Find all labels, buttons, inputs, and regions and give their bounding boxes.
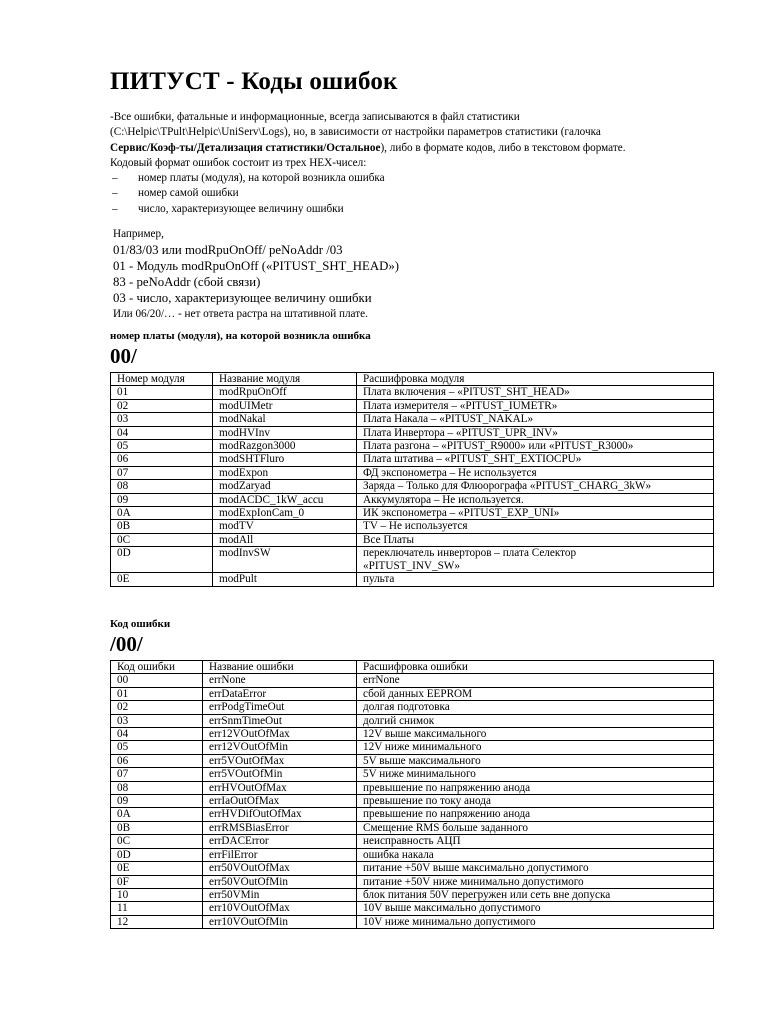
table-cell: превышение по напряжению анода (357, 808, 714, 821)
table-row (111, 915, 714, 928)
example-line: Или 06/20/… - нет ответа растра на штативной плате. (113, 308, 368, 320)
table-cell: 0E (111, 573, 213, 586)
example-line: 01/83/03 или modRpuOnOff/ peNoAddr /03 (113, 243, 343, 257)
table-cell: modUIMetr (213, 399, 357, 412)
table-row (111, 768, 714, 781)
table-cell: err12VOutOfMax (203, 728, 357, 741)
table-cell: errHVDifOutOfMax (203, 808, 357, 821)
list-item: – номер самой ошибки (110, 186, 720, 201)
table-cell: 00 (111, 674, 203, 687)
table-cell: errHVOutOfMax (203, 781, 357, 794)
table-cell: 10 (111, 888, 203, 901)
table-row (111, 862, 714, 875)
column-header: Название модуля (213, 373, 357, 386)
table-row (111, 493, 714, 506)
table-row (111, 426, 714, 439)
table-row (111, 687, 714, 700)
table-cell: 0D (111, 848, 203, 861)
table-row (111, 573, 714, 586)
table-cell: Плата Инвертора – «PITUST_UPR_INV» (357, 426, 714, 439)
table-cell: modPult (213, 573, 357, 586)
list-item: – номер платы (модуля), на которой возникла ошибка (110, 171, 720, 186)
table-row (111, 902, 714, 915)
table-cell: err5VOutOfMin (203, 768, 357, 781)
table-row (111, 520, 714, 533)
list-item: – число, характеризующее величину ошибки (110, 202, 720, 217)
table-cell: 0E (111, 862, 203, 875)
format-list (110, 171, 720, 217)
table-cell: 07 (111, 466, 213, 479)
table-row (111, 440, 714, 453)
example-line: 03 - число, характеризующее величину ошибки (113, 291, 372, 305)
table-cell: modSHTFluro (213, 453, 357, 466)
table-cell: 12 (111, 915, 203, 928)
table-cell: errDACError (203, 835, 357, 848)
table-cell: errNone (357, 674, 714, 687)
table-cell: TV – Не используется (357, 520, 714, 533)
table-cell: 01 (111, 687, 203, 700)
table-cell: 03 (111, 413, 213, 426)
table-cell: Заряда – Только для Флюорографа «PITUST_CHARG_3kW» (357, 480, 714, 493)
table-cell: Плата разгона – «PITUST_R9000» или «PITUST_R3000» (357, 440, 714, 453)
table-cell: 12V выше максимального (357, 728, 714, 741)
table-cell: err10VOutOfMin (203, 915, 357, 928)
table-row (111, 413, 714, 426)
table-cell: 02 (111, 701, 203, 714)
column-header: Название ошибки (203, 661, 357, 674)
table-cell: 02 (111, 399, 213, 412)
table-cell: переключатель инверторов – плата Селектор «PITUST_INV_SW» (357, 547, 714, 573)
table-row (111, 821, 714, 834)
table-cell: 06 (111, 453, 213, 466)
table-cell: err50VOutOfMin (203, 875, 357, 888)
table-cell: 09 (111, 795, 203, 808)
table-cell: errIaOutOfMax (203, 795, 357, 808)
table-cell: err50VMin (203, 888, 357, 901)
table-cell: modTV (213, 520, 357, 533)
table-row (111, 466, 714, 479)
table-cell: Смещение RMS больше заданного (357, 821, 714, 834)
table-cell: Все Платы (357, 533, 714, 546)
table-cell: ФД экспонометра – Не используется (357, 466, 714, 479)
table-cell: 10V ниже минимально допустимого (357, 915, 714, 928)
table-cell: 04 (111, 426, 213, 439)
table-row (111, 453, 714, 466)
table-cell: 07 (111, 768, 203, 781)
table-cell: errNone (203, 674, 357, 687)
example-heading: Например, (113, 228, 164, 240)
table-cell: Плата включения – «PITUST_SHT_HEAD» (357, 386, 714, 399)
column-header: Номер модуля (111, 373, 213, 386)
table-cell: 0B (111, 520, 213, 533)
table-cell: 0A (111, 507, 213, 520)
table-cell: errPodgTimeOut (203, 701, 357, 714)
errors-section-label: Код ошибки (110, 618, 171, 630)
table-cell: errSnmTimeOut (203, 714, 357, 727)
column-header: Расшифровка модуля (357, 373, 714, 386)
table-header-row (111, 661, 714, 674)
table-cell: сбой данных EEPROM (357, 687, 714, 700)
table-cell: 10V выше максимально допустимого (357, 902, 714, 915)
table-row (111, 674, 714, 687)
table-cell: 0F (111, 875, 203, 888)
table-cell: 05 (111, 741, 203, 754)
page-title: ПИТУСТ - Коды ошибок (110, 68, 398, 95)
table-cell: 09 (111, 493, 213, 506)
table-row (111, 507, 714, 520)
table-cell: питание +50V ниже минимально допустимого (357, 875, 714, 888)
table-cell: блок питания 50V перегружен или сеть вне допуска (357, 888, 714, 901)
example-line: 83 - peNoAddr (сбой связи) (113, 275, 261, 289)
table-cell: modRazgon3000 (213, 440, 357, 453)
table-cell: долгая подготовка (357, 701, 714, 714)
intro-line: (C:\Helpic\TPult\Helpic\UniServ\Logs), но, в зависимости от настройки параметров статистики (галочка (110, 126, 601, 139)
example-line: 01 - Модуль modRpuOnOff («PITUST_SHT_HEAD») (113, 259, 399, 273)
table-cell: 08 (111, 781, 203, 794)
table-cell: modExpIonCam_0 (213, 507, 357, 520)
table-cell: ИК экспонометра – «PITUST_EXP_UNI» (357, 507, 714, 520)
table-cell: 5V выше максимального (357, 754, 714, 767)
table-cell: 0A (111, 808, 203, 821)
table-cell: питание +50V выше максимально допустимого (357, 862, 714, 875)
table-row (111, 848, 714, 861)
table-row (111, 386, 714, 399)
errors-table (110, 660, 714, 929)
table-cell: 11 (111, 902, 203, 915)
table-cell: errRMSBiasError (203, 821, 357, 834)
table-cell: Плата Накала – «PITUST_NAKAL» (357, 413, 714, 426)
table-cell: err5VOutOfMax (203, 754, 357, 767)
table-cell: modACDC_1kW_accu (213, 493, 357, 506)
table-cell: err50VOutOfMax (203, 862, 357, 875)
table-row (111, 547, 714, 573)
table-cell: modAll (213, 533, 357, 546)
table-cell: 0C (111, 835, 203, 848)
intro-block (110, 110, 720, 217)
column-header: Код ошибки (111, 661, 203, 674)
table-cell: 0C (111, 533, 213, 546)
table-cell: 0D (111, 547, 213, 573)
table-row (111, 399, 714, 412)
intro-line: Кодовый формат ошибок состоит из трех HEX-чисел: (110, 156, 367, 169)
table-row (111, 795, 714, 808)
intro-line: -Все ошибки, фатальные и информационные, всегда записываются в файл статистики (110, 111, 520, 123)
table-cell: пульта (357, 573, 714, 586)
intro-line (110, 141, 720, 156)
table-row (111, 714, 714, 727)
table-cell: errDataError (203, 687, 357, 700)
table-row (111, 754, 714, 767)
table-cell: Плата штатива – «PITUST_SHT_EXTIOCPU» (357, 453, 714, 466)
table-row (111, 701, 714, 714)
modules-section-code: 00/ (110, 344, 137, 368)
table-cell: превышение по напряжению анода (357, 781, 714, 794)
table-cell: modZaryad (213, 480, 357, 493)
intro-line-rest: ), либо в формате кодов, либо в текстовом формате. (380, 141, 626, 154)
table-row (111, 728, 714, 741)
table-cell: 12V ниже минимального (357, 741, 714, 754)
table-cell: 03 (111, 714, 203, 727)
table-cell: err12VOutOfMin (203, 741, 357, 754)
table-cell: 01 (111, 386, 213, 399)
modules-table (110, 372, 714, 587)
table-cell: 05 (111, 440, 213, 453)
modules-section-label: номер платы (модуля), на которой возникла ошибка (110, 330, 371, 342)
table-cell: неисправность АЦП (357, 835, 714, 848)
table-cell: Плата измерителя – «PITUST_IUMETR» (357, 399, 714, 412)
table-cell: Аккумулятора – Не используется. (357, 493, 714, 506)
table-row (111, 781, 714, 794)
table-cell: превышение по току анода (357, 795, 714, 808)
table-row (111, 533, 714, 546)
example-block (113, 226, 713, 322)
table-row (111, 741, 714, 754)
settings-path: Сервис/Коэф-ты/Детализация статистики/Остальное (110, 141, 381, 154)
table-header-row (111, 373, 714, 386)
errors-section-code: /00/ (110, 632, 143, 656)
table-cell: 0B (111, 821, 203, 834)
table-cell: долгий снимок (357, 714, 714, 727)
table-cell: errFilError (203, 848, 357, 861)
column-header: Расшифровка ошибки (357, 661, 714, 674)
table-row (111, 875, 714, 888)
table-row (111, 888, 714, 901)
table-cell: modInvSW (213, 547, 357, 573)
table-cell: 5V ниже минимального (357, 768, 714, 781)
table-cell: modHVInv (213, 426, 357, 439)
table-cell: 08 (111, 480, 213, 493)
table-cell: 06 (111, 754, 203, 767)
table-cell: ошибка накала (357, 848, 714, 861)
table-cell: modRpuOnOff (213, 386, 357, 399)
table-cell: 04 (111, 728, 203, 741)
table-row (111, 808, 714, 821)
table-cell: modNakal (213, 413, 357, 426)
table-row (111, 835, 714, 848)
table-cell: err10VOutOfMax (203, 902, 357, 915)
table-cell: modExpon (213, 466, 357, 479)
table-row (111, 480, 714, 493)
